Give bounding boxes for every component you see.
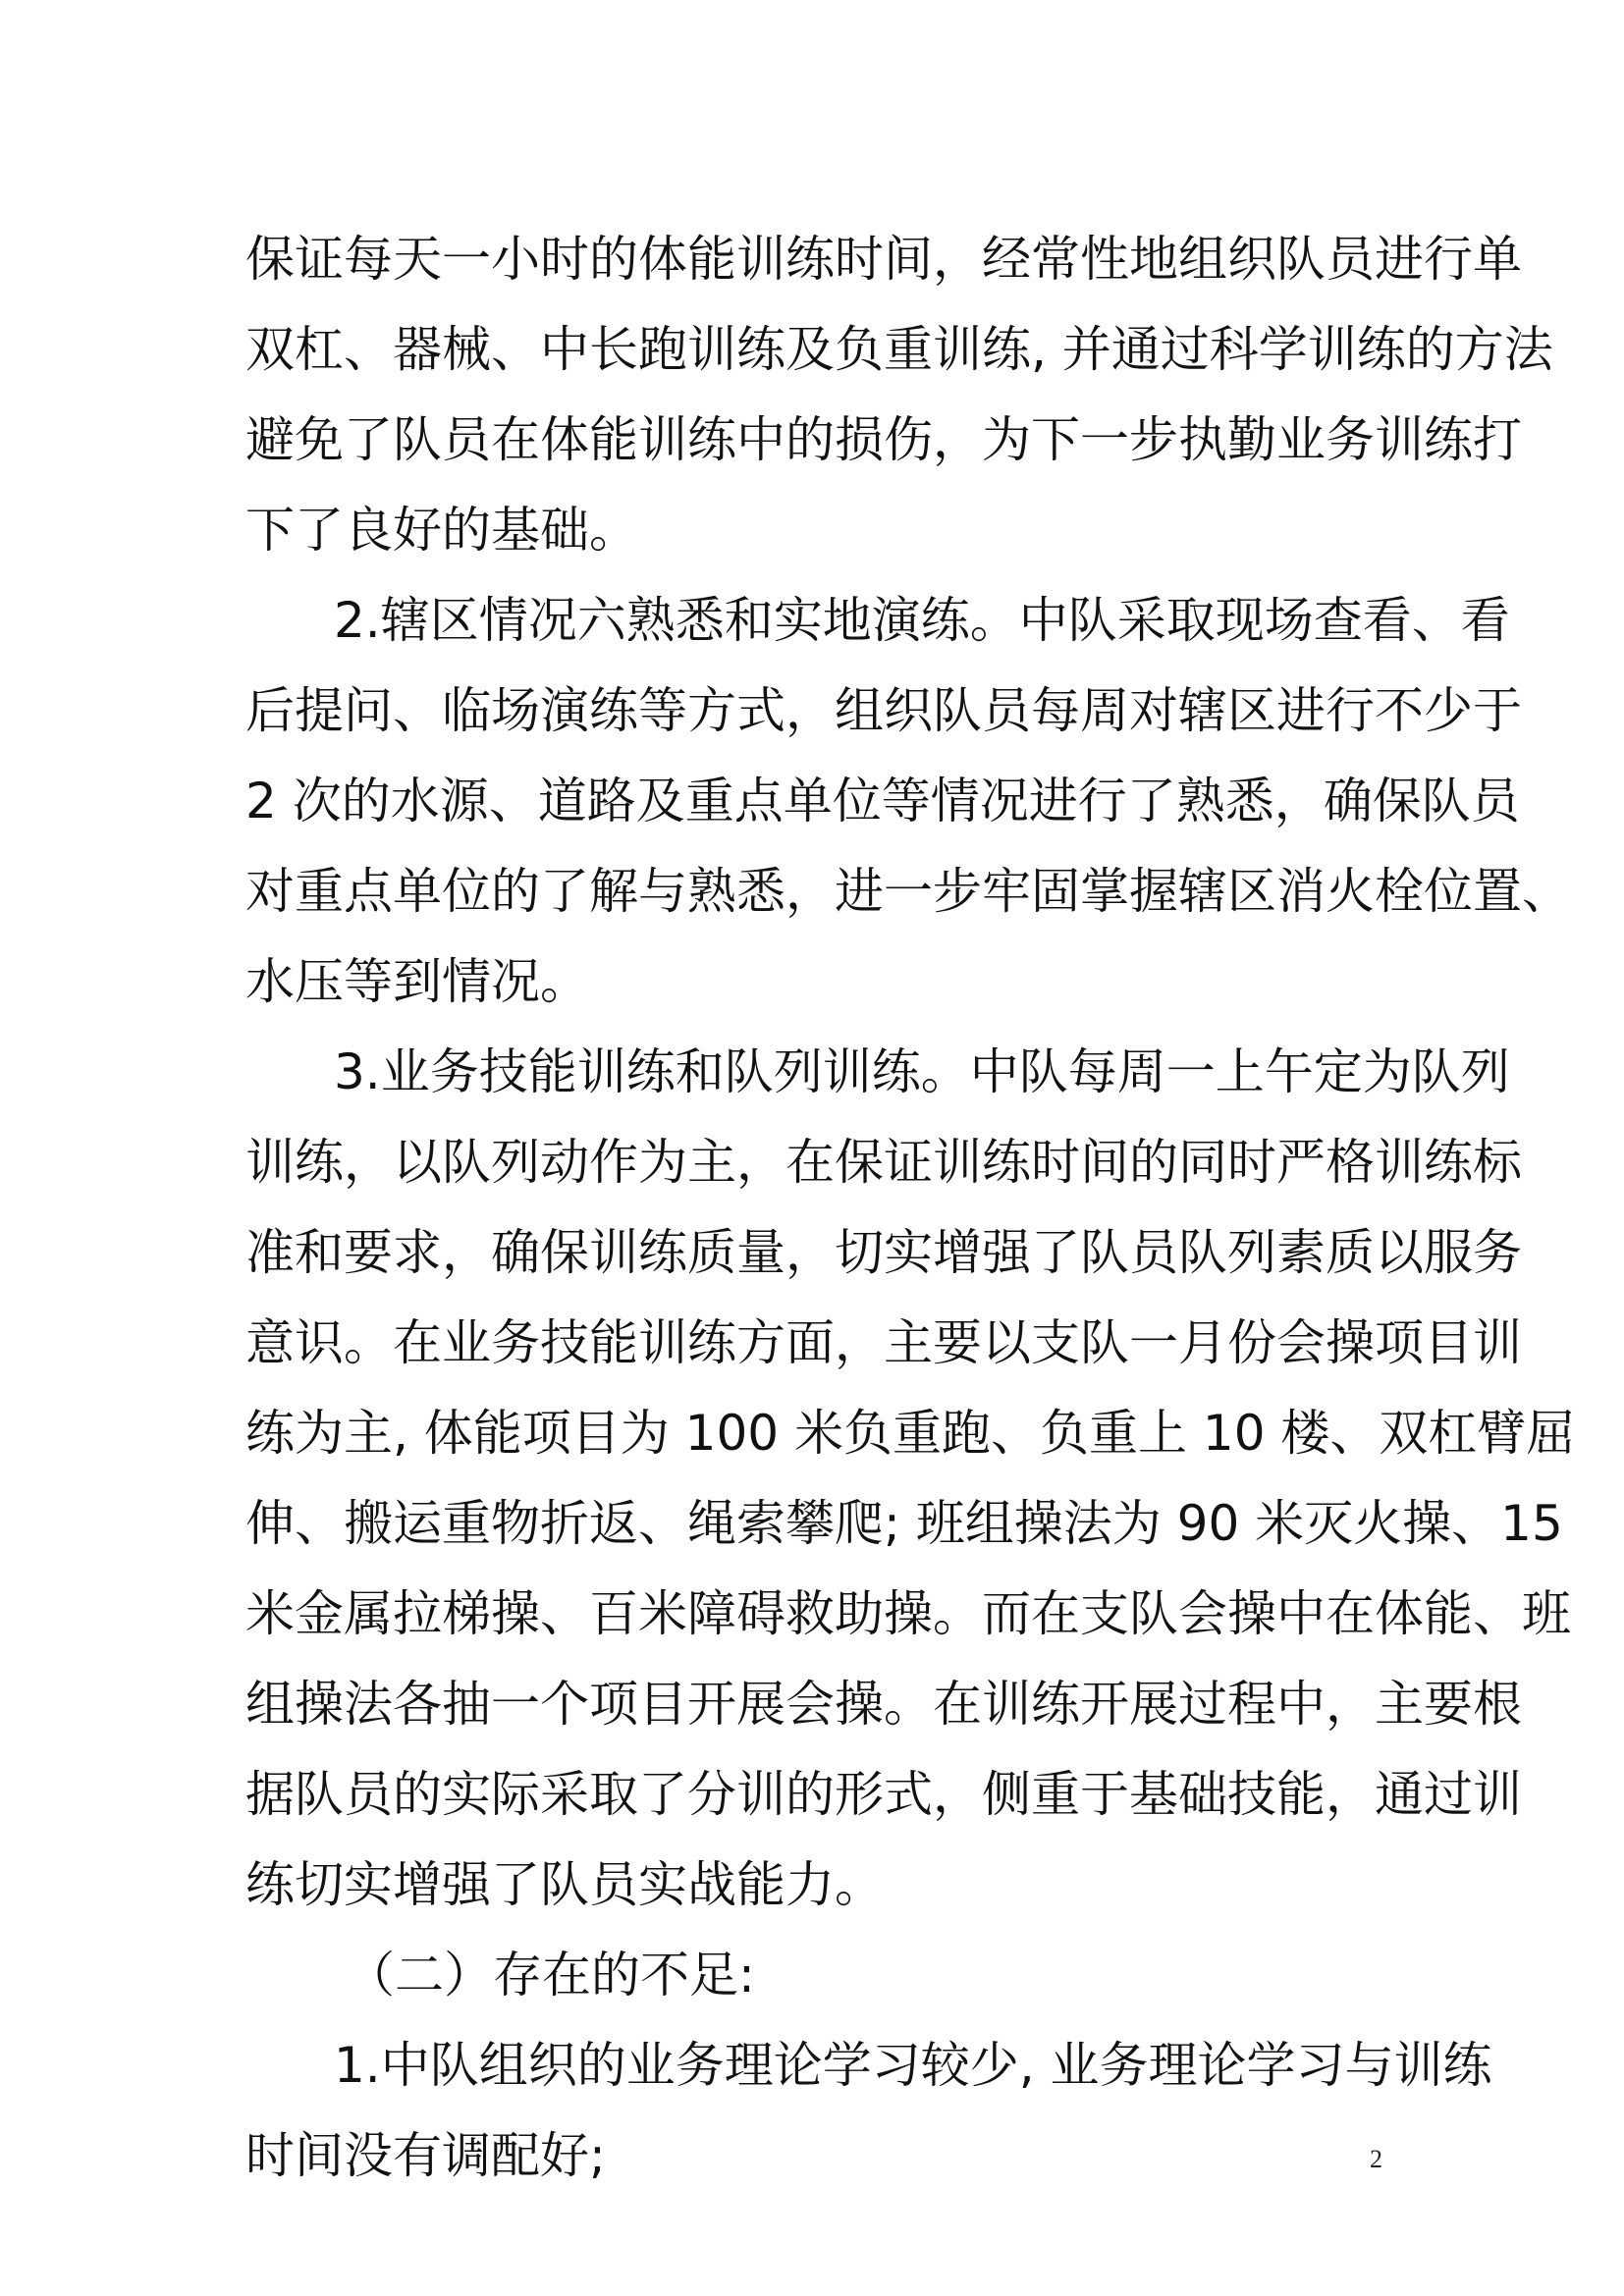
paragraph-line: 对重点单位的了解与熟悉，进一步牢固掌握辖区消火栓位置、 — [245, 863, 1571, 920]
page-number: 2 — [1370, 2145, 1382, 2173]
paragraph-line: 据队员的实际采取了分训的形式，侧重于基础技能，通过训 — [245, 1766, 1522, 1823]
paragraph-line: 1.中队组织的业务理论学习较少, 业务理论学习与训练 — [334, 2037, 1492, 2094]
paragraph-line: 3.业务技能训练和队列训练。中队每周一上午定为队列 — [334, 1043, 1510, 1100]
paragraph-line: 后提问、临场演练等方式，组织队员每周对辖区进行不少于 — [245, 682, 1522, 739]
paragraph-line: 2.辖区情况六熟悉和实地演练。中队采取现场查看、看 — [334, 592, 1510, 649]
paragraph-line: 下了良好的基础。 — [245, 502, 638, 559]
paragraph-line: 保证每天一小时的体能训练时间，经常性地组织队员进行单 — [245, 231, 1522, 288]
paragraph-line: 避免了队员在体能训练中的损伤，为下一步执勤业务训练打 — [245, 411, 1522, 468]
paragraph-line: 水压等到情况。 — [245, 953, 589, 1010]
paragraph-line: 练为主, 体能项目为 100 米负重跑、负重上 10 楼、双杠臂屈 — [245, 1405, 1576, 1462]
paragraph-line: 2 次的水源、道路及重点单位等情况进行了熟悉，确保队员 — [245, 773, 1520, 829]
paragraph-line: 准和要求，确保训练质量，切实增强了队员队列素质以服务 — [245, 1224, 1522, 1281]
paragraph-line: 练切实增强了队员实战能力。 — [245, 1856, 884, 1913]
paragraph-line: 伸、搬运重物折返、绳索攀爬; 班组操法为 90 米灭火操、15 — [245, 1495, 1563, 1552]
paragraph-line: 时间没有调配好; — [245, 2127, 606, 2184]
paragraph-line: 意识。在业务技能训练方面，主要以支队一月份会操项目训 — [245, 1314, 1522, 1371]
paragraph-line: 训练，以队列动作为主，在保证训练时间的同时严格训练标 — [245, 1134, 1522, 1191]
paragraph-line: 双杠、器械、中长跑训练及负重训练, 并通过科学训练的方法 — [245, 321, 1553, 378]
paragraph-line: 米金属拉梯操、百米障碍救助操。而在支队会操中在体能、班 — [245, 1585, 1571, 1642]
paragraph-line: 组操法各抽一个项目开展会操。在训练开展过程中，主要根 — [245, 1676, 1522, 1733]
section-heading: （二）存在的不足: — [346, 1947, 755, 2003]
